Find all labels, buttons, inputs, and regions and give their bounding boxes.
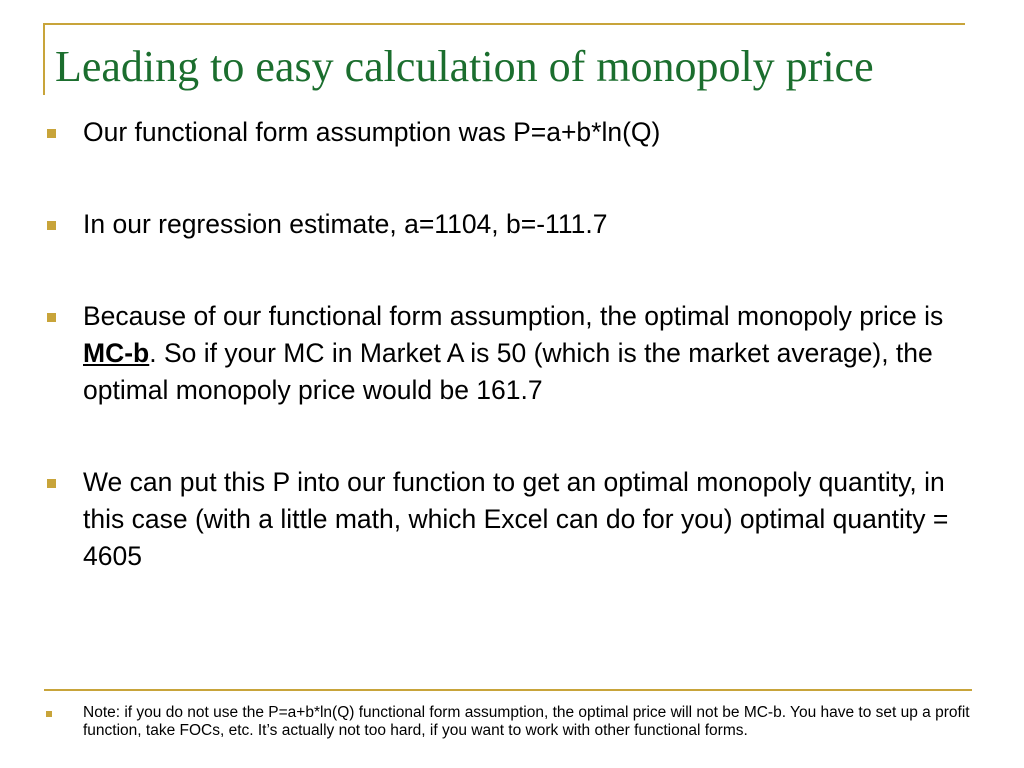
title-frame-top-rule: [43, 23, 965, 25]
bullet-item-regression-estimate: [44, 206, 974, 243]
bullet-text: We can put this P into our function to get an optimal monopoly quantity, in this case (with a little math, which Excel can do for you) optimal quantity = 4605: [83, 467, 949, 571]
bullet-text: Our functional form assumption was P=a+b*ln(Q): [83, 117, 661, 147]
square-bullet-icon: [47, 129, 56, 138]
title-frame-left-rule: [43, 23, 45, 95]
square-bullet-icon: [47, 313, 56, 322]
slide-title: Leading to easy calculation of monopoly price: [55, 42, 874, 91]
bullet-item-optimal-price: [44, 298, 974, 409]
square-bullet-icon: [46, 711, 52, 717]
note-divider: [44, 689, 972, 691]
square-bullet-icon: [47, 479, 56, 488]
bullet-text-part: . So if your MC in Market A is 50 (which is the market average), the optimal monopoly price would be 161.7: [83, 338, 933, 405]
footnote: [44, 704, 972, 740]
bullet-text: In our regression estimate, a=1104, b=-111.7: [83, 209, 608, 239]
bullet-text-part: Because of our functional form assumption, the optimal monopoly price is: [83, 301, 944, 331]
bullet-item-functional-form: [44, 114, 974, 151]
bullet-list: [44, 114, 974, 630]
square-bullet-icon: [47, 221, 56, 230]
footnote-text: Note: if you do not use the P=a+b*ln(Q) functional form assumption, the optimal price will not be MC-b. You have to set up a profit function, take FOCs, etc. It’s actually not too hard, if you want to work with other functional forms.: [83, 704, 970, 739]
bullet-item-optimal-quantity: [44, 464, 974, 575]
emphasized-formula: MC-b: [83, 338, 150, 368]
